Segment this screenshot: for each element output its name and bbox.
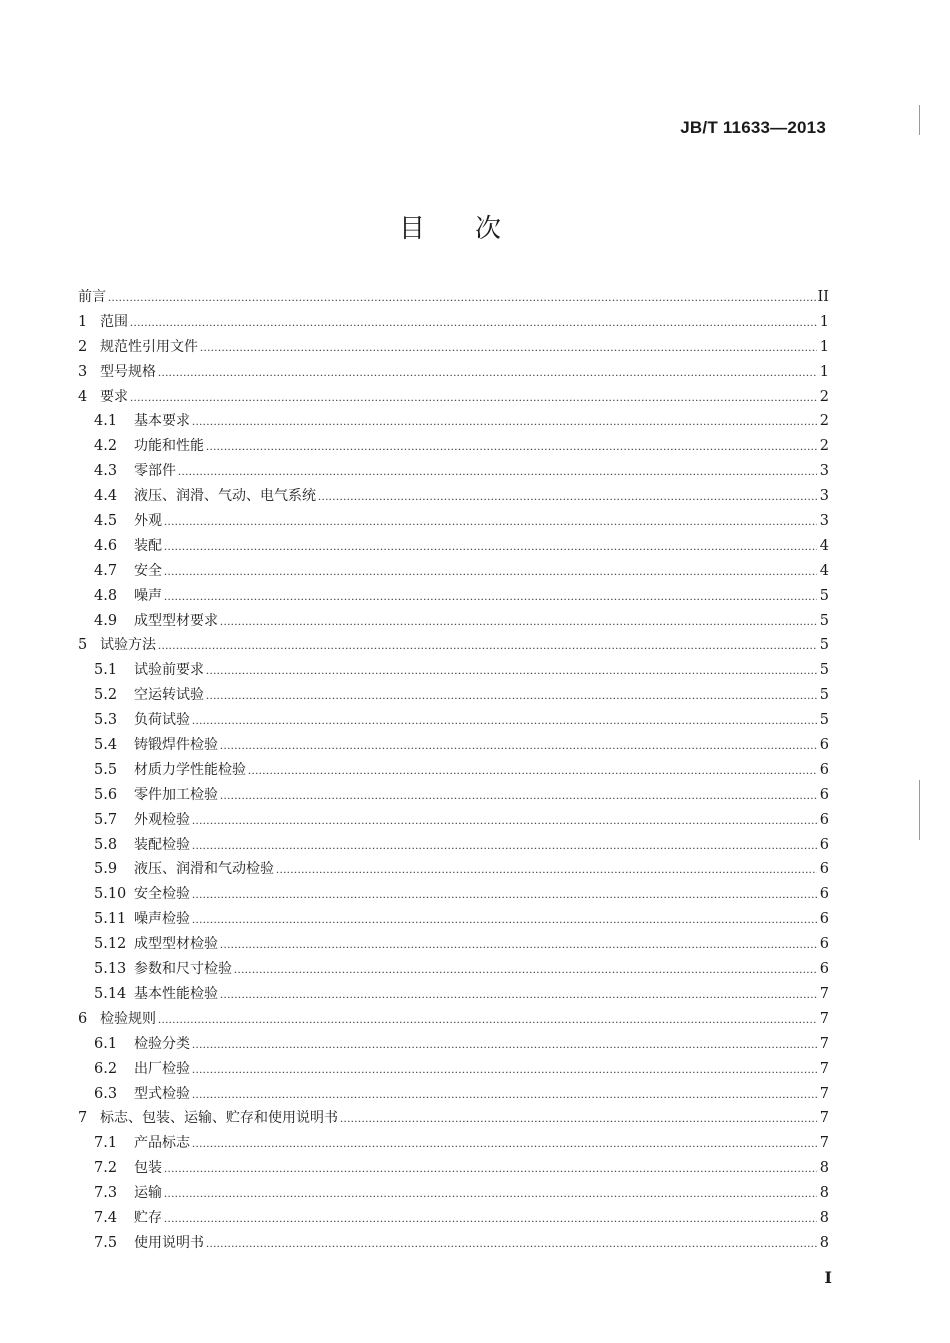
toc-entry[interactable] (78, 932, 829, 957)
toc-entry[interactable] (78, 1082, 829, 1107)
toc-entry-number: 7.1 (94, 1135, 118, 1152)
table-of-contents (78, 285, 829, 1256)
toc-entry-title: 负荷试验 (134, 712, 190, 729)
page-title: 目次 (398, 214, 551, 244)
toc-entry-page: 5 (819, 662, 829, 679)
toc-entry[interactable] (78, 360, 829, 385)
toc-entry-number: 5.1 (94, 662, 118, 679)
toc-entry-title: 范围 (100, 313, 128, 330)
toc-entry-title: 功能和性能 (134, 438, 204, 455)
toc-entry-number: 5.12 (94, 936, 127, 953)
dot-leader (220, 609, 817, 634)
toc-entry-number: 4.5 (94, 513, 118, 530)
toc-entry-page: 6 (819, 737, 829, 754)
toc-entry-number: 4 (78, 388, 88, 405)
toc-entry-title: 出厂检验 (134, 1060, 190, 1077)
toc-entry-number: 7.3 (94, 1185, 118, 1202)
toc-entry-number: 6.1 (94, 1035, 118, 1052)
toc-entry-page: 7 (819, 1085, 829, 1102)
toc-entry-page: 6 (819, 811, 829, 828)
toc-entry[interactable] (78, 758, 829, 783)
toc-entry[interactable] (78, 1106, 829, 1131)
toc-entry-page: 4 (819, 537, 829, 554)
dot-leader (206, 658, 817, 683)
toc-entry-title: 产品标志 (134, 1135, 190, 1152)
dot-leader (206, 1231, 817, 1256)
toc-entry[interactable] (78, 1181, 829, 1206)
dot-leader (164, 559, 817, 584)
toc-entry-title: 空运转试验 (134, 687, 204, 704)
toc-entry-title: 基本要求 (134, 413, 190, 430)
toc-entry-page: 1 (819, 313, 829, 330)
toc-entry-page: 3 (819, 513, 829, 530)
toc-entry-number: 5.5 (94, 761, 118, 778)
toc-entry-page: 8 (819, 1234, 829, 1251)
toc-entry-number: 6.2 (94, 1060, 118, 1077)
toc-entry[interactable] (78, 957, 829, 982)
toc-entry-page: 6 (819, 936, 829, 953)
toc-entry-number: 4.6 (94, 537, 118, 554)
scan-edge-mark (919, 105, 920, 135)
toc-entry-number: 4.1 (94, 413, 118, 430)
toc-entry-title: 液压、润滑、气动、电气系统 (134, 488, 316, 505)
toc-entry-page: 7 (819, 985, 829, 1002)
dot-leader (130, 385, 817, 410)
dot-leader (220, 982, 817, 1007)
toc-entry-number: 5.11 (94, 911, 127, 928)
toc-entry-page: 6 (819, 786, 829, 803)
dot-leader (130, 310, 817, 335)
dot-leader (206, 683, 817, 708)
dot-leader (192, 1057, 817, 1082)
dot-leader (220, 932, 817, 957)
toc-entry-page: 6 (819, 961, 829, 978)
toc-entry-title: 零部件 (134, 463, 176, 480)
toc-entry-title: 材质力学性能检验 (134, 761, 246, 778)
toc-entry-title: 贮存 (134, 1209, 162, 1226)
toc-entry-title: 外观检验 (134, 811, 190, 828)
toc-entry-title: 试验前要求 (134, 662, 204, 679)
toc-entry[interactable] (78, 509, 829, 534)
toc-entry[interactable] (78, 808, 829, 833)
toc-entry-title: 铸锻焊件检验 (134, 737, 218, 754)
toc-entry-page: 7 (819, 1035, 829, 1052)
toc-entry-number: 5.7 (94, 811, 118, 828)
toc-entry-title: 检验规则 (100, 1010, 156, 1027)
toc-entry[interactable] (78, 982, 829, 1007)
toc-entry-title: 参数和尺寸检验 (134, 961, 232, 978)
toc-entry[interactable] (78, 1156, 829, 1181)
toc-entry-number: 4.8 (94, 587, 118, 604)
toc-entry-number: 4.2 (94, 438, 118, 455)
toc-entry[interactable] (78, 907, 829, 932)
toc-entry[interactable] (78, 584, 829, 609)
toc-entry-page: II (817, 289, 829, 305)
toc-entry-title: 使用说明书 (134, 1234, 204, 1251)
toc-entry[interactable] (78, 385, 829, 410)
toc-entry[interactable] (78, 708, 829, 733)
toc-entry[interactable] (78, 409, 829, 434)
toc-entry-page: 7 (819, 1060, 829, 1077)
scan-edge-mark (919, 780, 920, 840)
toc-entry-page: 8 (819, 1160, 829, 1177)
toc-entry[interactable] (78, 285, 829, 310)
toc-entry[interactable] (78, 833, 829, 858)
toc-entry-page: 5 (819, 612, 829, 629)
toc-entry[interactable] (78, 783, 829, 808)
toc-entry-number: 4.3 (94, 463, 118, 480)
toc-entry-page: 3 (819, 488, 829, 505)
dot-leader (192, 708, 817, 733)
toc-entry-number: 6 (78, 1010, 88, 1027)
toc-entry-page: 1 (819, 363, 829, 380)
toc-entry[interactable] (78, 559, 829, 584)
toc-entry-page: 4 (819, 562, 829, 579)
toc-entry[interactable] (78, 658, 829, 683)
toc-entry-title: 检验分类 (134, 1035, 190, 1052)
toc-entry[interactable] (78, 857, 829, 882)
dot-leader (206, 434, 817, 459)
toc-entry-page: 5 (819, 587, 829, 604)
toc-entry-title: 成型型材要求 (134, 612, 218, 629)
toc-entry-number: 5.6 (94, 786, 118, 803)
dot-leader (200, 335, 817, 360)
toc-entry-number: 5.8 (94, 836, 118, 853)
toc-entry[interactable] (78, 1057, 829, 1082)
toc-entry-page: 7 (819, 1135, 829, 1152)
dot-leader (164, 509, 817, 534)
toc-entry-number: 7 (78, 1110, 88, 1127)
toc-entry-title: 要求 (100, 388, 128, 405)
toc-entry-page: 5 (819, 687, 829, 704)
dot-leader (248, 758, 817, 783)
page-number: I (824, 1268, 832, 1287)
dot-leader (192, 808, 817, 833)
standard-code: JB/T 11633—2013 (680, 118, 826, 137)
toc-entry-number: 5.3 (94, 712, 118, 729)
dot-leader (164, 1181, 817, 1206)
toc-entry[interactable] (78, 310, 829, 335)
dot-leader (158, 360, 817, 385)
toc-entry-page: 1 (819, 338, 829, 355)
toc-entry-title: 安全检验 (134, 886, 190, 903)
toc-entry-number: 5.14 (94, 985, 127, 1002)
toc-entry-page: 6 (819, 861, 829, 878)
dot-leader (158, 633, 817, 658)
dot-leader (178, 459, 817, 484)
toc-entry-title: 标志、包装、运输、贮存和使用说明书 (100, 1110, 338, 1127)
toc-entry-page: 8 (819, 1185, 829, 1202)
toc-entry[interactable] (78, 484, 829, 509)
toc-entry-title: 零件加工检验 (134, 786, 218, 803)
dot-leader (318, 484, 817, 509)
toc-entry-title: 成型型材检验 (134, 936, 218, 953)
toc-entry[interactable] (78, 1032, 829, 1057)
dot-leader (192, 907, 817, 932)
toc-entry-page: 2 (819, 438, 829, 455)
toc-entry-title: 包装 (134, 1160, 162, 1177)
toc-entry-number: 1 (78, 313, 88, 330)
toc-entry[interactable] (78, 609, 829, 634)
toc-entry[interactable] (78, 335, 829, 360)
toc-entry[interactable] (78, 683, 829, 708)
toc-entry-number: 2 (78, 338, 88, 355)
dot-leader (234, 957, 817, 982)
toc-entry-number: 7.4 (94, 1209, 118, 1226)
toc-entry-title: 型式检验 (134, 1085, 190, 1102)
toc-entry-number: 5.13 (94, 961, 127, 978)
toc-entry-title: 安全 (134, 562, 162, 579)
toc-entry-number: 4.7 (94, 562, 118, 579)
dot-leader (108, 285, 816, 310)
dot-leader (192, 1131, 817, 1156)
toc-entry[interactable] (78, 434, 829, 459)
dot-leader (164, 1156, 817, 1181)
dot-leader (220, 783, 817, 808)
toc-entry-page: 6 (819, 911, 829, 928)
toc-entry-page: 6 (819, 886, 829, 903)
toc-entry-title: 外观 (134, 513, 162, 530)
toc-entry-number: 4.9 (94, 612, 118, 629)
toc-entry-page: 8 (819, 1209, 829, 1226)
toc-entry-number: 6.3 (94, 1085, 118, 1102)
toc-entry-number: 4.4 (94, 488, 118, 505)
toc-entry-page: 2 (819, 413, 829, 430)
toc-entry-number: 5.10 (94, 886, 127, 903)
toc-entry-page: 7 (819, 1110, 829, 1127)
dot-leader (192, 409, 817, 434)
dot-leader (340, 1106, 817, 1131)
toc-entry-page: 3 (819, 463, 829, 480)
toc-entry[interactable] (78, 534, 829, 559)
dot-leader (276, 857, 817, 882)
toc-entry[interactable] (78, 1007, 829, 1032)
toc-entry-title: 试验方法 (100, 637, 156, 654)
toc-entry-page: 5 (819, 712, 829, 729)
toc-entry-page: 7 (819, 1010, 829, 1027)
toc-entry-title: 装配检验 (134, 836, 190, 853)
toc-entry-page: 6 (819, 836, 829, 853)
dot-leader (164, 534, 817, 559)
toc-entry-title: 前言 (78, 289, 106, 305)
toc-entry-number: 5.2 (94, 687, 118, 704)
toc-entry[interactable] (78, 459, 829, 484)
toc-entry-page: 5 (819, 637, 829, 654)
dot-leader (164, 584, 817, 609)
toc-entry[interactable] (78, 882, 829, 907)
toc-entry-page: 6 (819, 761, 829, 778)
toc-entry[interactable] (78, 1131, 829, 1156)
toc-entry-title: 装配 (134, 537, 162, 554)
dot-leader (192, 882, 817, 907)
toc-entry[interactable] (78, 633, 829, 658)
dot-leader (164, 1206, 817, 1231)
toc-entry-title: 基本性能检验 (134, 985, 218, 1002)
dot-leader (192, 833, 817, 858)
toc-entry-title: 噪声 (134, 587, 162, 604)
toc-entry-number: 5.4 (94, 737, 118, 754)
toc-entry[interactable] (78, 733, 829, 758)
toc-entry-number: 3 (78, 363, 88, 380)
toc-entry-number: 5 (78, 637, 88, 654)
toc-entry[interactable] (78, 1231, 829, 1256)
toc-entry-title: 规范性引用文件 (100, 338, 198, 355)
toc-entry-title: 液压、润滑和气动检验 (134, 861, 274, 878)
toc-entry-number: 5.9 (94, 861, 118, 878)
toc-entry-page: 2 (819, 388, 829, 405)
dot-leader (192, 1082, 817, 1107)
toc-entry-number: 7.5 (94, 1234, 118, 1251)
dot-leader (220, 733, 817, 758)
toc-entry[interactable] (78, 1206, 829, 1231)
toc-entry-number: 7.2 (94, 1160, 118, 1177)
toc-entry-title: 噪声检验 (134, 911, 190, 928)
dot-leader (192, 1032, 817, 1057)
toc-entry-title: 运输 (134, 1185, 162, 1202)
toc-entry-title: 型号规格 (100, 363, 156, 380)
dot-leader (158, 1007, 817, 1032)
